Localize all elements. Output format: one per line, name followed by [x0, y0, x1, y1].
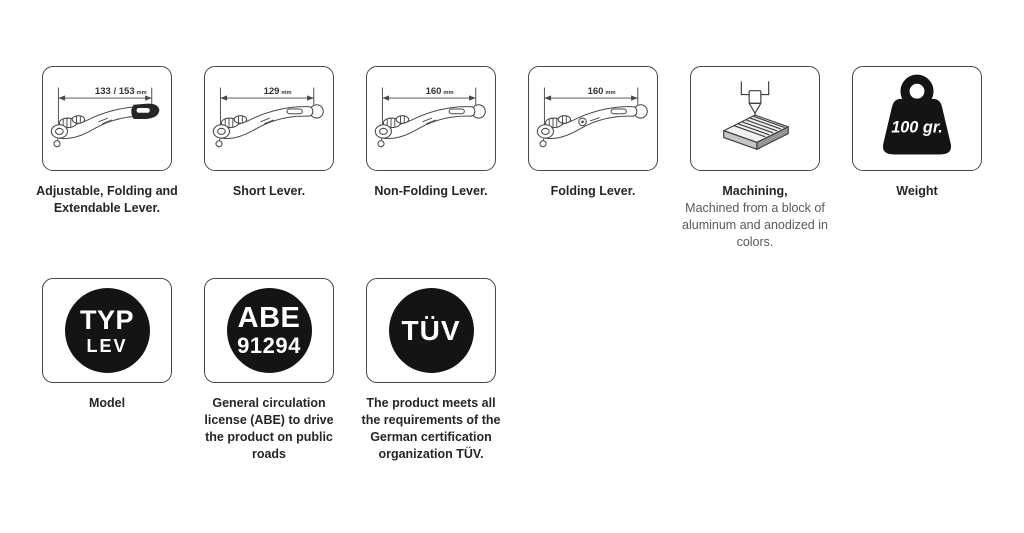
dimension-value: 133 / 153 [94, 85, 135, 97]
tuv-badge [389, 288, 474, 373]
dimension-value: 129 [263, 85, 280, 97]
dimension-unit: mm [136, 89, 147, 96]
weight-value-label: 100 gr. [891, 117, 943, 136]
feature-caption: General circulation license (ABE) to drive the product on public roads [204, 396, 334, 461]
feature-caption: Adjustable, Folding and Extendable Lever. [36, 184, 178, 215]
weight-box [852, 66, 982, 171]
feature-card-tuv-certification [361, 278, 501, 463]
dimension-unit: mm [443, 89, 454, 96]
feature-caption: Short Lever. [232, 184, 306, 198]
badge-line-1: TYP [79, 304, 134, 335]
machining-icon [705, 76, 805, 162]
dimension-value: 160 [587, 85, 604, 97]
dimension-unit: mm [605, 89, 616, 96]
abe-badge [227, 288, 312, 373]
dimension-value: 160 [425, 85, 442, 97]
badge-line-2: 91294 [237, 333, 301, 358]
machining-box [690, 66, 820, 171]
badge-line-2: LEV [86, 335, 128, 356]
adjustable-lever-box [42, 66, 172, 171]
non-folding-lever-box [366, 66, 496, 171]
feature-card-folding-lever [528, 66, 658, 251]
feature-card-machining [682, 66, 828, 251]
feature-caption: Model [88, 396, 126, 410]
badge-line-1: ABE [237, 302, 301, 334]
feature-card-short-lever [204, 66, 334, 251]
feature-caption: The product meets all the requirements of the German certification organization TÜV. [361, 396, 501, 461]
dimension-unit: mm [281, 89, 292, 96]
machining-caption-body: Machined from a block of aluminum and anodized in colors. [682, 201, 828, 249]
feature-caption [682, 183, 828, 251]
feature-card-adjustable-lever [36, 66, 178, 251]
tuv-box [366, 278, 496, 383]
features-row-1 [36, 66, 982, 251]
feature-caption: Non-Folding Lever. [374, 184, 488, 198]
features-row-2 [42, 278, 501, 463]
abe-box [204, 278, 334, 383]
folding-lever-box [528, 66, 658, 171]
folding-lever-illustration [531, 79, 655, 159]
badge-line-1: TÜV [401, 314, 461, 346]
typ-lev-badge [65, 288, 150, 373]
short-lever-illustration [207, 79, 331, 159]
weight-icon [869, 73, 965, 165]
feature-caption: Weight [896, 184, 938, 198]
adjustable-lever-illustration [45, 79, 169, 159]
feature-card-weight [852, 66, 982, 251]
feature-card-model [42, 278, 172, 463]
feature-card-abe-license [204, 278, 334, 463]
short-lever-box [204, 66, 334, 171]
non-folding-lever-illustration [369, 79, 493, 159]
model-box [42, 278, 172, 383]
machining-caption-title: Machining, [722, 184, 788, 198]
feature-card-non-folding-lever [366, 66, 496, 251]
feature-caption: Folding Lever. [550, 184, 636, 198]
